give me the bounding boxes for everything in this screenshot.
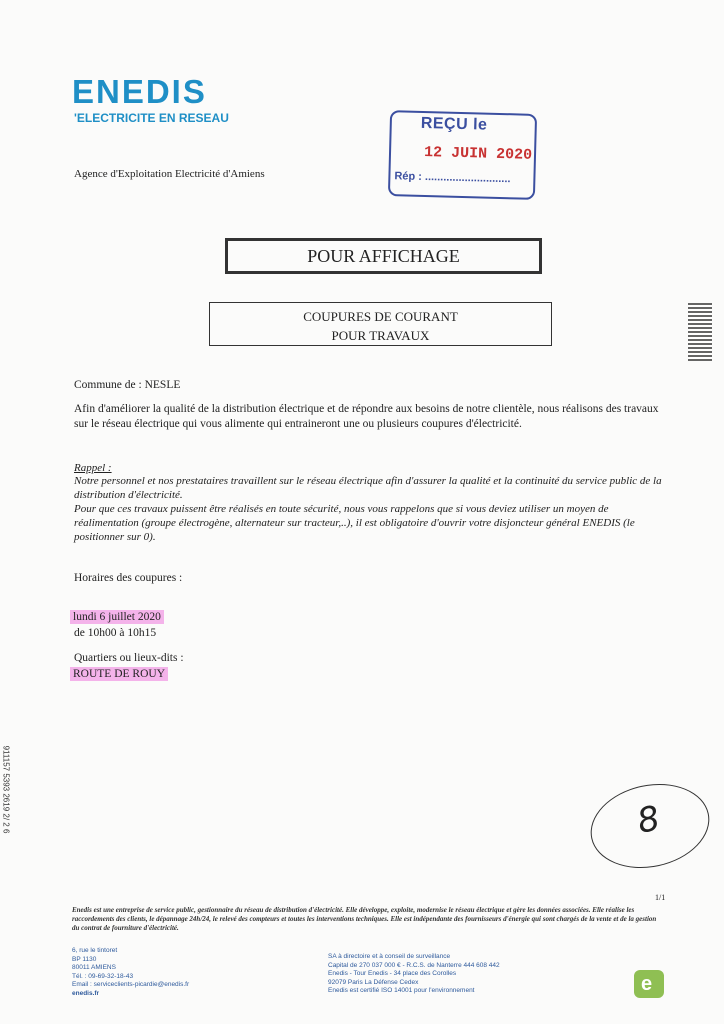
stamp-date: 12 JUIN 2020 [423, 143, 533, 164]
enedis-small-logo-glyph: e [641, 973, 653, 995]
coupure-date-text: lundi 6 juillet 2020 [70, 610, 164, 624]
rappel-paragraph-2: Pour que ces travaux puissent être réalisés en toute sécurité, nous vous rappelons que si vous deviez utiliser un moyen de réalimentation (groupe électrogène, alternateur sur tracteur,..), il est obligatoire d'ouvrir votre disjoncteur général ENEDIS (le positionner sur 0). [74, 503, 635, 543]
company-line: SA à directoire et à conseil de surveillance [328, 953, 451, 960]
commune: Commune de : NESLE [74, 379, 181, 391]
logo-tagline: 'ELECTRICITE EN RESEAU [74, 111, 229, 125]
company-line: Enedis est certifié ISO 14001 pour l'environnement [328, 987, 475, 994]
handwritten-circle [583, 773, 717, 878]
quartiers-label: Quartiers ou lieux-dits : [74, 652, 184, 664]
website-link[interactable]: enedis.fr [72, 989, 100, 997]
address-line: Tél. : 09-69-32-18-43 [72, 972, 134, 980]
coupures-title-line2: POUR TRAVAUX [331, 328, 430, 343]
rappel-label: Rappel : [74, 462, 112, 474]
datamatrix-code [688, 303, 712, 361]
coupures-title-box [209, 302, 552, 346]
received-stamp [388, 110, 537, 200]
email-link[interactable]: Email : serviceclients-picardie@enedis.fr [72, 981, 190, 988]
lieu [70, 667, 168, 682]
coupure-time: de 10h00 à 10h15 [74, 627, 157, 639]
stamp-title: REÇU le [420, 114, 488, 134]
company-line: Capital de 270 037 000 € - R.C.S. de Nanterre 444 608 442 [328, 961, 500, 969]
enedis-small-logo [634, 970, 664, 998]
address-line: BP 1130 [72, 955, 97, 963]
legal-notice: Enedis est une entreprise de service public, gestionnaire du réseau de distribution d'électricité. Elle développe, exploite, modernise le réseau électrique et gère les données associées. Elle réalise les raccordements des clients, le dépannage 24h/24, le relevé des compteurs et toutes les interventions techniques. Elle est indépendante des fournisseurs d'énergie qui sont chargés de la vente et de la gestion du contrat de fourniture d'électricité. [72, 906, 657, 932]
page-number: 1/1 [655, 893, 666, 902]
coupure-date [70, 610, 164, 625]
side-code-text: 911157 5393 2619 2/ 2 6 [1, 745, 11, 834]
intro-paragraph: Afin d'améliorer la qualité de la distribution électrique et de répondre aux besoins de notre clientèle, nous réalisons des travaux sur le réseau électrique qui vous alimente qui entraineront une ou plusieurs coupures d'électricité. [74, 403, 659, 430]
coupures-title-line1: COUPURES DE COURANT [303, 309, 458, 324]
handwritten-number: 8 [633, 798, 664, 842]
company-info [328, 953, 500, 996]
horaires-label: Horaires des coupures : [74, 572, 183, 584]
side-code [0, 740, 18, 850]
affichage-title: POUR AFFICHAGE [225, 238, 542, 274]
address-line: 80011 AMIENS [72, 964, 116, 971]
rappel-paragraph-1: Notre personnel et nos prestataires travaillent sur le réseau électrique afin d'assurer la qualité et la continuité du service public de la distribution d'électricité. [74, 475, 662, 501]
address-block [72, 947, 189, 998]
lieu-text: ROUTE DE ROUY [70, 667, 168, 681]
enedis-logo: ENEDIS [72, 73, 207, 110]
address-line: 6, rue le tintoret [72, 947, 118, 954]
company-line: 92079 Paris La Défense Cedex [328, 978, 419, 986]
agence-name: Agence d'Exploitation Electricité d'Amiens [74, 168, 265, 180]
company-line: Enedis - Tour Enedis - 34 place des Corolles [328, 970, 457, 977]
stamp-rep: Rép : ............................ [394, 170, 511, 186]
